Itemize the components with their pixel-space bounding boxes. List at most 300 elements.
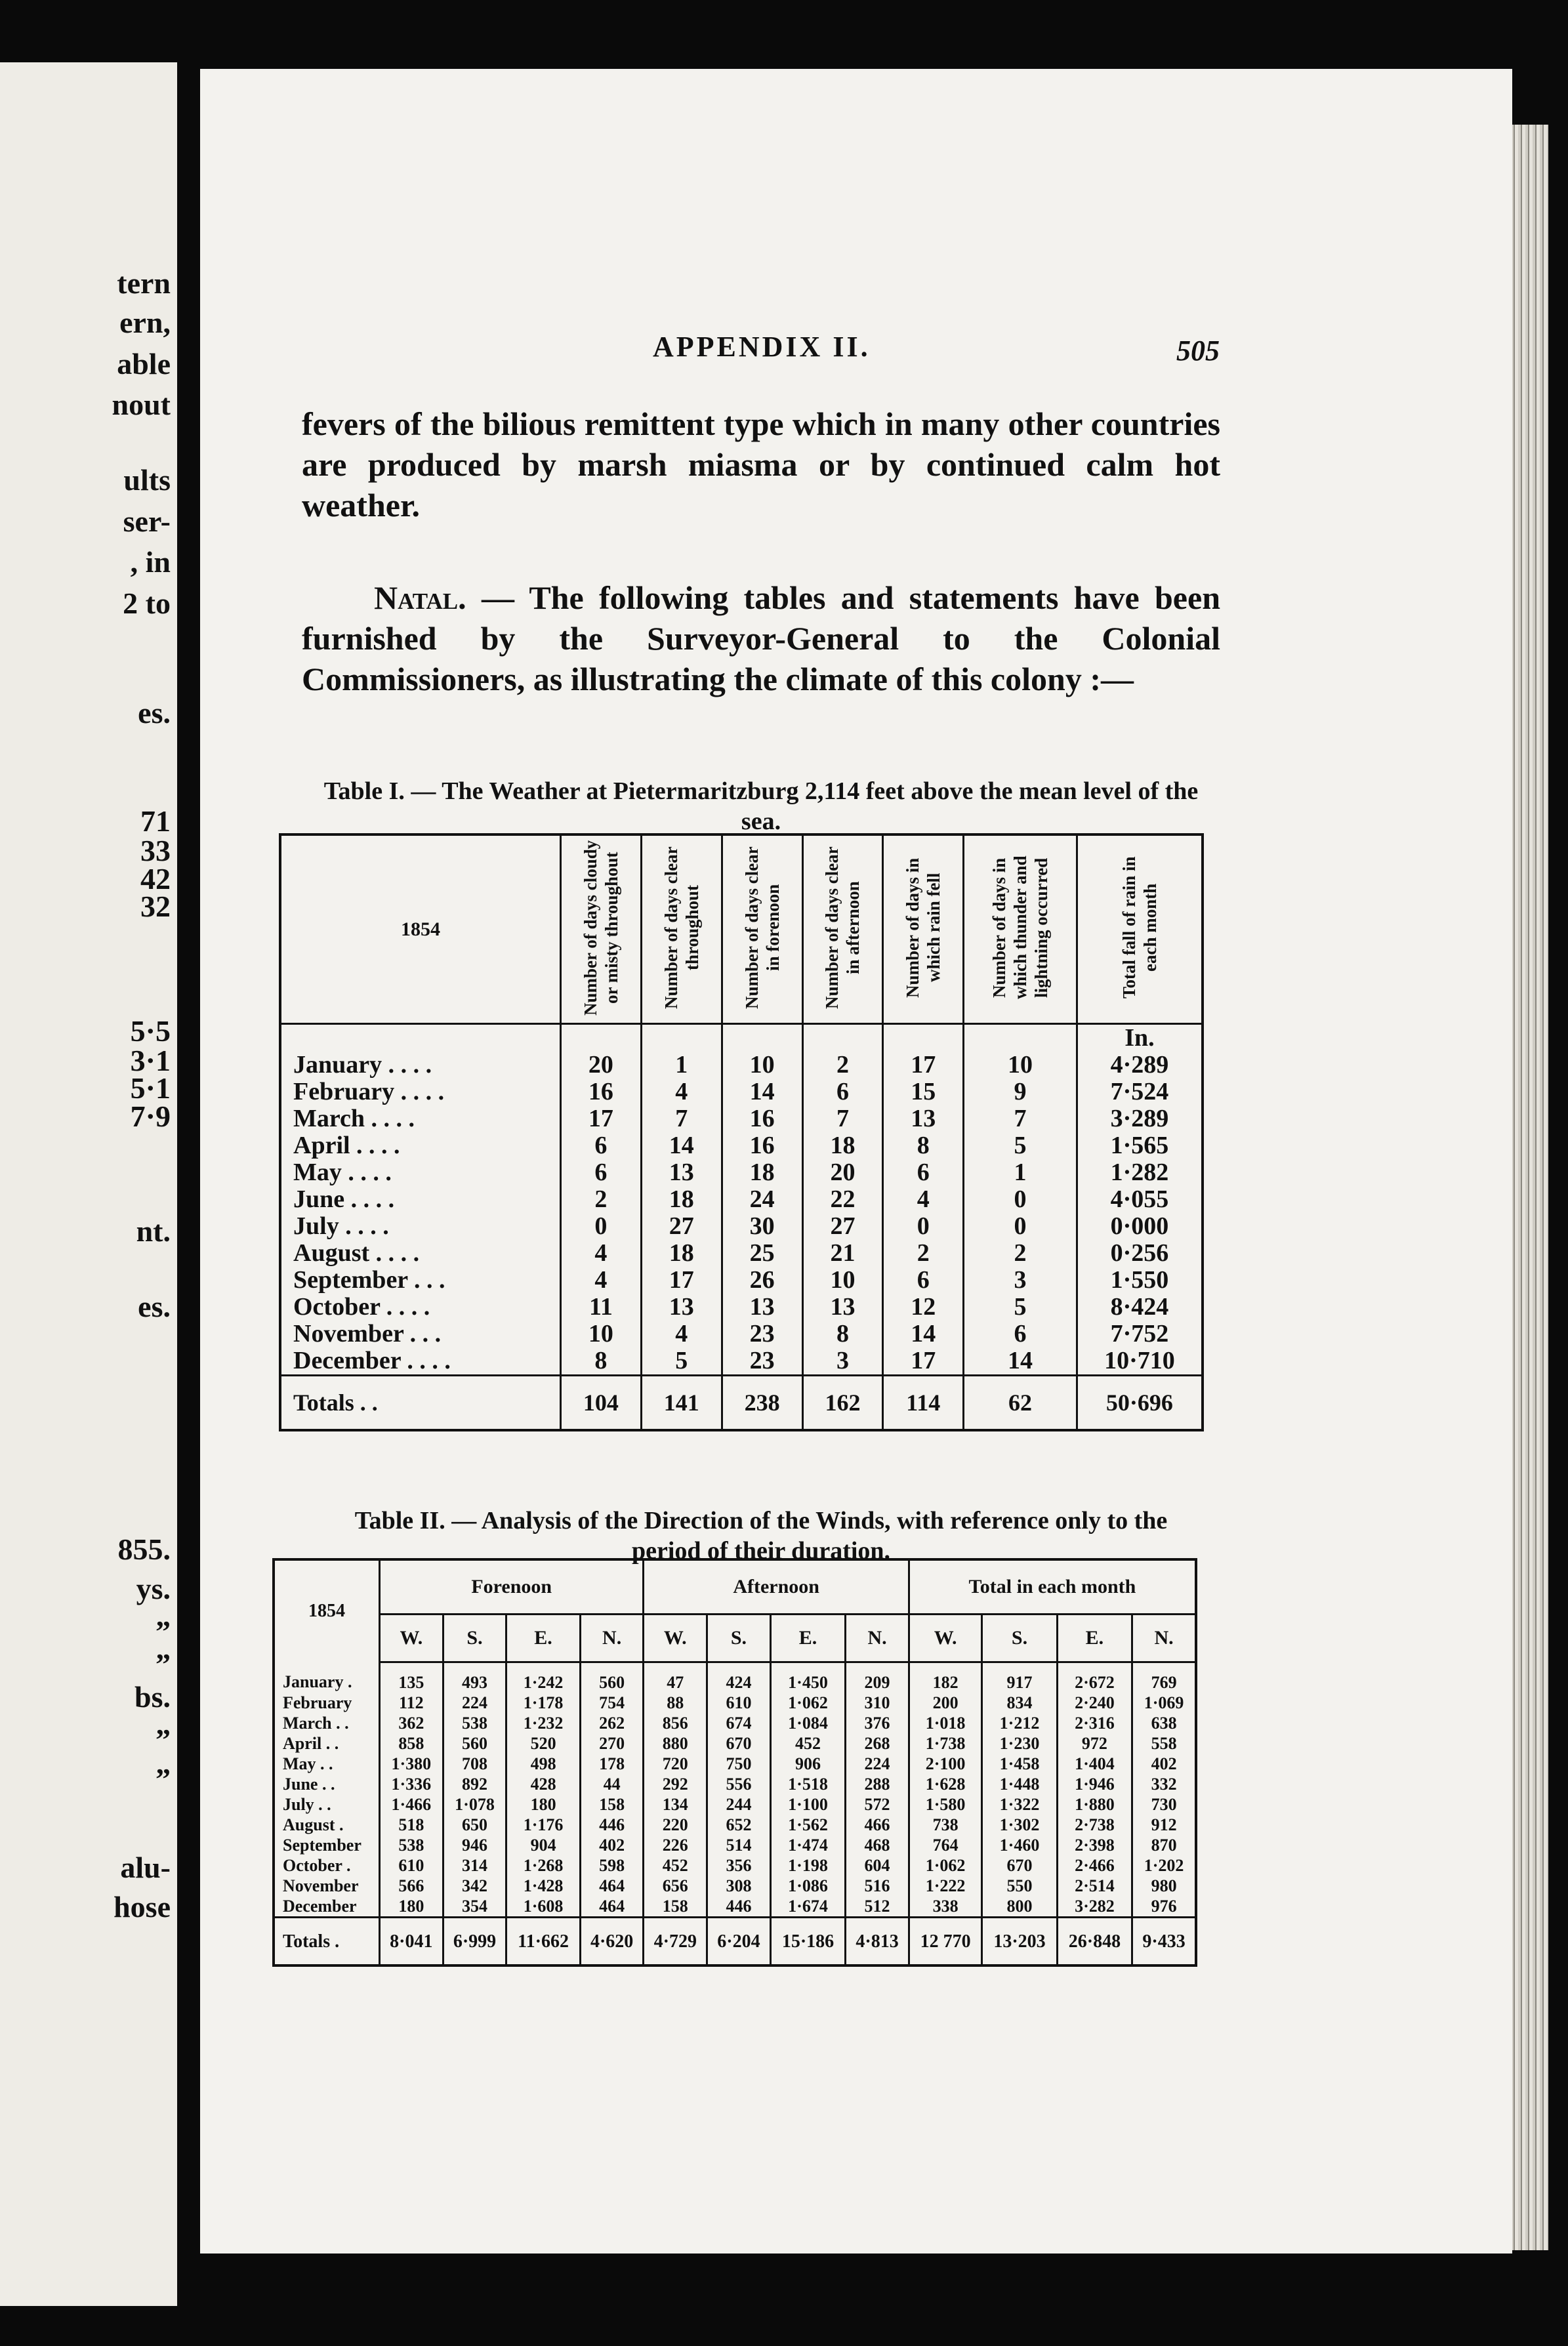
table1-cell: 6	[561, 1159, 642, 1186]
table2-cell: 270	[580, 1733, 644, 1754]
table1-cell: 13	[722, 1294, 802, 1321]
table2-direction-header: W.	[909, 1615, 981, 1662]
table2-total-cell: 4·729	[644, 1918, 707, 1966]
table1-cell: 27	[802, 1213, 883, 1240]
table1-total-cell: 114	[883, 1376, 964, 1431]
table2-cell: 976	[1132, 1896, 1196, 1918]
table2-cell: 112	[380, 1693, 444, 1713]
table2-cell: 224	[443, 1693, 506, 1713]
table1-cell: 17	[883, 1052, 964, 1079]
table2-direction-header: W.	[380, 1615, 444, 1662]
table1-month: July . . . .	[280, 1213, 561, 1240]
table1-column-header	[561, 834, 642, 1024]
table2-cell: 1·202	[1132, 1855, 1196, 1876]
table1-month: June . . . .	[280, 1186, 561, 1213]
left-page-text: ser-	[123, 504, 171, 538]
table1-row	[280, 1132, 1203, 1159]
table1-cell: 5	[964, 1132, 1077, 1159]
table2-cell: 1·069	[1132, 1693, 1196, 1713]
table1-month: September . . .	[280, 1267, 561, 1294]
table2-row	[274, 1662, 1196, 1693]
table2-month: August .	[274, 1815, 380, 1835]
table2-year: 1854	[274, 1559, 380, 1662]
table2-cell: 738	[909, 1815, 981, 1835]
table1-cell: 13	[802, 1294, 883, 1321]
table1-cell: 10	[561, 1321, 642, 1348]
table2-cell: 1·518	[770, 1774, 845, 1794]
table2-row	[274, 1733, 1196, 1754]
table2-cell: 310	[846, 1693, 909, 1713]
table1-total-cell: 62	[964, 1376, 1077, 1431]
table1-cell: 0	[964, 1186, 1077, 1213]
table1-cell: 14	[722, 1079, 802, 1105]
table2-cell: 1·466	[380, 1794, 444, 1815]
table1-cell: 30	[722, 1213, 802, 1240]
table2-cell: 362	[380, 1713, 444, 1733]
table2-cell: 452	[770, 1733, 845, 1754]
table1-cell: 3	[802, 1348, 883, 1376]
table2-cell: 1·018	[909, 1713, 981, 1733]
table2-cell: 2·514	[1057, 1876, 1132, 1896]
table2-cell: 288	[846, 1774, 909, 1794]
table2-cell: 1·608	[506, 1896, 580, 1918]
table1-cell: 18	[641, 1240, 722, 1267]
table2-cell: 1·084	[770, 1713, 845, 1733]
table1-cell: 25	[722, 1240, 802, 1267]
table1-row	[280, 1267, 1203, 1294]
table1-month: May . . . .	[280, 1159, 561, 1186]
table2-cell: 1·880	[1057, 1794, 1132, 1815]
table2-total-cell: 4·620	[580, 1918, 644, 1966]
table1-cell: 27	[641, 1213, 722, 1240]
table1-row	[280, 1348, 1203, 1376]
table1-cell: 7	[802, 1105, 883, 1132]
table2-cell: 892	[443, 1774, 506, 1794]
table2-group-header: Afternoon	[644, 1559, 909, 1615]
table2-cell: 800	[982, 1896, 1057, 1918]
left-page-text: nout	[112, 388, 171, 421]
table2-cell: 906	[770, 1754, 845, 1774]
table2-cell: 268	[846, 1733, 909, 1754]
table2-cell: 518	[380, 1815, 444, 1835]
left-page-text: ys.	[136, 1572, 171, 1605]
weather-table	[279, 833, 1204, 1431]
table2-month: October .	[274, 1855, 380, 1876]
table1-row	[280, 1052, 1203, 1079]
table2-cell: 1·268	[506, 1855, 580, 1876]
table1-row	[280, 1159, 1203, 1186]
table1-month: November . . .	[280, 1321, 561, 1348]
table2-total-cell: 6·204	[707, 1918, 771, 1966]
table2-direction-header: E.	[770, 1615, 845, 1662]
table2-cell: 308	[707, 1876, 771, 1896]
table1-cell: 6	[883, 1159, 964, 1186]
table1-cell: 20	[561, 1052, 642, 1079]
table1-total-cell: 141	[641, 1376, 722, 1431]
table2-cell: 516	[846, 1876, 909, 1896]
table1-cell: 4·055	[1077, 1186, 1203, 1213]
table2-direction-header: W.	[644, 1615, 707, 1662]
table2-cell: 598	[580, 1855, 644, 1876]
table1-column-header	[883, 834, 964, 1024]
table1-header-text: Total fall of rain in each month	[1119, 856, 1160, 999]
table2-cell: 3·282	[1057, 1896, 1132, 1918]
table2-cell: 262	[580, 1713, 644, 1733]
table1-cell: 16	[722, 1105, 802, 1132]
table2-direction-header: S.	[982, 1615, 1057, 1662]
table2-direction-header: S.	[443, 1615, 506, 1662]
table1-cell: 6	[561, 1132, 642, 1159]
table1-blank	[964, 1024, 1077, 1052]
table1-cell: 24	[722, 1186, 802, 1213]
table1-total-cell: 104	[561, 1376, 642, 1431]
paragraph-text: fevers of the bilious remittent type which in many other countries are produced by marsh miasma or by continued calm hot weather.	[302, 405, 1220, 524]
table1-cell: 22	[802, 1186, 883, 1213]
table2-cell: 1·336	[380, 1774, 444, 1794]
table1-total-cell: 238	[722, 1376, 802, 1431]
table2-cell: 656	[644, 1876, 707, 1896]
table1-column-header	[722, 834, 802, 1024]
table2-cell: 1·242	[506, 1662, 580, 1693]
left-page-text: 71	[140, 804, 171, 838]
table1-cell: 8·424	[1077, 1294, 1203, 1321]
left-page-text: , in	[130, 545, 171, 579]
table1-cell: 7·752	[1077, 1321, 1203, 1348]
left-page-text: ”	[155, 1615, 171, 1648]
table1-cell: 14	[964, 1348, 1077, 1376]
table1-row	[280, 1105, 1203, 1132]
table2-cell: 1·302	[982, 1815, 1057, 1835]
table2-cell: 652	[707, 1815, 771, 1835]
table2-cell: 402	[1132, 1754, 1196, 1774]
table2-month: July . .	[274, 1794, 380, 1815]
left-page-text: alu-	[120, 1851, 171, 1884]
left-page-text: es.	[138, 1290, 171, 1323]
table2-cell: 244	[707, 1794, 771, 1815]
table2-total-cell: 13·203	[982, 1918, 1057, 1966]
left-page-text: 32	[140, 890, 171, 923]
table2-cell: 2·240	[1057, 1693, 1132, 1713]
table2-month: September	[274, 1835, 380, 1855]
table1-cell: 6	[883, 1267, 964, 1294]
table2-row	[274, 1693, 1196, 1713]
table1-blank	[641, 1024, 722, 1052]
table2-cell: 424	[707, 1662, 771, 1693]
table2-direction-header: N.	[1132, 1615, 1196, 1662]
table2-cell: 538	[443, 1713, 506, 1733]
paragraph-fevers	[302, 403, 1220, 525]
table2-cell: 604	[846, 1855, 909, 1876]
running-title: APPENDIX II.	[653, 331, 871, 363]
table2-cell: 1·946	[1057, 1774, 1132, 1794]
table2-cell: 1·428	[506, 1876, 580, 1896]
table2-cell: 520	[506, 1733, 580, 1754]
table2-cell: 1·198	[770, 1855, 845, 1876]
left-page-text: hose	[113, 1890, 171, 1924]
table2-cell: 670	[707, 1733, 771, 1754]
table2-cell: 638	[1132, 1713, 1196, 1733]
table2-cell: 556	[707, 1774, 771, 1794]
table1-cell: 8	[561, 1348, 642, 1376]
table2-totals-label: Totals .	[274, 1918, 380, 1966]
table2-direction-header: E.	[1057, 1615, 1132, 1662]
table1-blank	[280, 1024, 561, 1052]
table1-header-text: Number of days clear throughout	[661, 846, 702, 1009]
table1-cell: 14	[641, 1132, 722, 1159]
table2-row	[274, 1876, 1196, 1896]
table2-cell: 610	[707, 1693, 771, 1713]
table2-cell: 1·100	[770, 1794, 845, 1815]
table2-cell: 182	[909, 1662, 981, 1693]
table1-cell: 10	[802, 1267, 883, 1294]
table1-month: August . . . .	[280, 1240, 561, 1267]
natal-heading: Natal.	[374, 579, 466, 616]
table2-row	[274, 1835, 1196, 1855]
left-page-text: 7·9	[130, 1100, 171, 1133]
table1-month: April . . . .	[280, 1132, 561, 1159]
table1-cell: 1·565	[1077, 1132, 1203, 1159]
table1-total-cell: 50·696	[1077, 1376, 1203, 1431]
table2-cell: 1·404	[1057, 1754, 1132, 1774]
table2-cell: 1·176	[506, 1815, 580, 1835]
table2-cell: 2·466	[1057, 1855, 1132, 1876]
table2-cell: 2·738	[1057, 1815, 1132, 1835]
table1-cell: 20	[802, 1159, 883, 1186]
table2-cell: 1·212	[982, 1713, 1057, 1733]
table2-cell: 1·628	[909, 1774, 981, 1794]
table2-month: May . .	[274, 1754, 380, 1774]
table2-cell: 1·086	[770, 1876, 845, 1896]
table2-cell: 338	[909, 1896, 981, 1918]
table1-cell: 2	[561, 1186, 642, 1213]
table1-cell: 4·289	[1077, 1052, 1203, 1079]
table1-unit: In.	[1077, 1024, 1203, 1052]
table1-month: January . . . .	[280, 1052, 561, 1079]
table2-cell: 764	[909, 1835, 981, 1855]
table1-header-text: Number of days clear in afternoon	[822, 846, 863, 1009]
table1-cell: 7	[964, 1105, 1077, 1132]
left-page-text: ”	[155, 1762, 171, 1796]
table2-cell: 560	[443, 1733, 506, 1754]
left-page-text: ”	[155, 1723, 171, 1756]
left-page-text: ern,	[119, 306, 171, 339]
table1-cell: 0·256	[1077, 1240, 1203, 1267]
left-page-text: 3·1	[130, 1044, 171, 1077]
table1-month: March . . . .	[280, 1105, 561, 1132]
table2-cell: 904	[506, 1835, 580, 1855]
table1-cell: 16	[722, 1132, 802, 1159]
table2-cell: 464	[580, 1876, 644, 1896]
table2-cell: 180	[380, 1896, 444, 1918]
table2-cell: 498	[506, 1754, 580, 1774]
left-page-text: 855.	[117, 1533, 171, 1566]
table1-cell: 6	[802, 1079, 883, 1105]
left-page-text: 2 to	[123, 586, 171, 620]
table2-cell: 200	[909, 1693, 981, 1713]
table1-column-header	[802, 834, 883, 1024]
table2-row	[274, 1896, 1196, 1918]
table2-cell: 572	[846, 1794, 909, 1815]
left-page-text: 5·1	[130, 1071, 171, 1105]
table2-total-cell: 6·999	[443, 1918, 506, 1966]
table1-cell: 0·000	[1077, 1213, 1203, 1240]
table1-year: 1854	[280, 834, 561, 1024]
table1-cell: 23	[722, 1348, 802, 1376]
table1-cell: 8	[802, 1321, 883, 1348]
table2-cell: 560	[580, 1662, 644, 1693]
table1-cell: 14	[883, 1321, 964, 1348]
table2-cell: 514	[707, 1835, 771, 1855]
table2-cell: 769	[1132, 1662, 1196, 1693]
table1-cell: 0	[883, 1213, 964, 1240]
table2-row	[274, 1774, 1196, 1794]
table2-cell: 550	[982, 1876, 1057, 1896]
table1-cell: 4	[641, 1321, 722, 1348]
book-page	[200, 69, 1512, 2253]
table2-month: February	[274, 1693, 380, 1713]
table1-cell: 13	[641, 1159, 722, 1186]
table1-cell: 18	[802, 1132, 883, 1159]
table1-cell: 4	[641, 1079, 722, 1105]
table1-header-text: Number of days cloudy or misty throughout	[580, 840, 621, 1016]
table2-month: December	[274, 1896, 380, 1918]
table2-row	[274, 1713, 1196, 1733]
table1-cell: 17	[561, 1105, 642, 1132]
table1-column-header	[964, 834, 1077, 1024]
table2-month: June . .	[274, 1774, 380, 1794]
table2-cell: 158	[580, 1794, 644, 1815]
table1-cell: 2	[802, 1052, 883, 1079]
table1-row	[280, 1213, 1203, 1240]
table1-cell: 10	[722, 1052, 802, 1079]
table1-blank	[722, 1024, 802, 1052]
table2-direction-header: N.	[846, 1615, 909, 1662]
winds-table	[272, 1558, 1197, 1967]
table2-cell: 558	[1132, 1733, 1196, 1754]
table1-cell: 7	[641, 1105, 722, 1132]
table1-cell: 21	[802, 1240, 883, 1267]
table2-cell: 452	[644, 1855, 707, 1876]
table2-cell: 314	[443, 1855, 506, 1876]
table2-cell: 356	[707, 1855, 771, 1876]
table1-total-cell: 162	[802, 1376, 883, 1431]
table1-cell: 6	[964, 1321, 1077, 1348]
table2-cell: 750	[707, 1754, 771, 1774]
table1-row	[280, 1079, 1203, 1105]
table1-blank	[883, 1024, 964, 1052]
table1-cell: 4	[561, 1267, 642, 1294]
table1-cell: 1	[964, 1159, 1077, 1186]
table1-cell: 18	[641, 1186, 722, 1213]
table2-cell: 402	[580, 1835, 644, 1855]
table2-month: January .	[274, 1662, 380, 1693]
table2-total-cell: 11·662	[506, 1918, 580, 1966]
table2-cell: 946	[443, 1835, 506, 1855]
table2-cell: 1·580	[909, 1794, 981, 1815]
table1-cell: 0	[561, 1213, 642, 1240]
table1-cell: 16	[561, 1079, 642, 1105]
table1-cell: 3	[964, 1267, 1077, 1294]
table2-cell: 834	[982, 1693, 1057, 1713]
left-page-text: 33	[140, 834, 171, 867]
page-number: 505	[1176, 335, 1220, 367]
left-page-text: tern	[117, 266, 171, 300]
table1-cell: 2	[964, 1240, 1077, 1267]
table1-unit-row	[280, 1024, 1203, 1052]
table2-cell: 1·062	[770, 1693, 845, 1713]
table1-cell: 9	[964, 1079, 1077, 1105]
table2-cell: 674	[707, 1713, 771, 1733]
table2-cell: 912	[1132, 1815, 1196, 1835]
table1-cell: 15	[883, 1079, 964, 1105]
table2-cell: 1·450	[770, 1662, 845, 1693]
table1-month: October . . . .	[280, 1294, 561, 1321]
table1-cell: 12	[883, 1294, 964, 1321]
table2-cell: 1·062	[909, 1855, 981, 1876]
table2-direction-header: S.	[707, 1615, 771, 1662]
table2-caption: Table II. — Analysis of the Direction of the Winds, with reference only to the period of their duration.	[354, 1507, 1168, 1565]
table1-cell: 1·282	[1077, 1159, 1203, 1186]
table1-blank	[802, 1024, 883, 1052]
table2-group-header: Total in each month	[909, 1559, 1196, 1615]
table2-total-cell: 26·848	[1057, 1918, 1132, 1966]
table2-total-cell: 8·041	[380, 1918, 444, 1966]
table2-total-cell: 12 770	[909, 1918, 981, 1966]
table2-cell: 754	[580, 1693, 644, 1713]
table1-month: February . . . .	[280, 1079, 561, 1105]
table1-header-text: Number of days in which rain fell	[903, 857, 944, 998]
table1-cell: 17	[883, 1348, 964, 1376]
table2-cell: 2·316	[1057, 1713, 1132, 1733]
table1-caption: Table I. — The Weather at Pietermaritzburg 2,114 feet above the mean level of the sea.	[323, 777, 1199, 835]
table2-cell: 730	[1132, 1794, 1196, 1815]
table1-cell: 4	[883, 1186, 964, 1213]
table2-row	[274, 1855, 1196, 1876]
table1-cell: 13	[883, 1105, 964, 1132]
table2-cell: 972	[1057, 1733, 1132, 1754]
table1-cell: 5	[641, 1348, 722, 1376]
table2-cell: 178	[580, 1754, 644, 1774]
table2-cell: 1·230	[982, 1733, 1057, 1754]
table2-cell: 1·078	[443, 1794, 506, 1815]
table2-cell: 1·474	[770, 1835, 845, 1855]
table1-cell: 23	[722, 1321, 802, 1348]
table2-cell: 917	[982, 1662, 1057, 1693]
table1-row	[280, 1321, 1203, 1348]
table2-cell: 1·222	[909, 1876, 981, 1896]
table1-cell: 17	[641, 1267, 722, 1294]
table2-cell: 1·674	[770, 1896, 845, 1918]
left-page-text: bs.	[134, 1680, 171, 1714]
table2-cell: 1·178	[506, 1693, 580, 1713]
paragraph-text: — The following tables and statements have been furnished by the Surveyor-General to the Colonial Commissioners, as illustrating the climate of this colony :—	[302, 579, 1220, 697]
table2-cell: 220	[644, 1815, 707, 1835]
table2-cell: 720	[644, 1754, 707, 1774]
table2-month: April . .	[274, 1733, 380, 1754]
table2-direction-header: E.	[506, 1615, 580, 1662]
table2-cell: 354	[443, 1896, 506, 1918]
left-page-text: es.	[138, 696, 171, 730]
table2-cell: 1·562	[770, 1815, 845, 1835]
table2-cell: 135	[380, 1662, 444, 1693]
table2-cell: 1·380	[380, 1754, 444, 1774]
table2-cell: 538	[380, 1835, 444, 1855]
table2-cell: 1·322	[982, 1794, 1057, 1815]
table2-group-header: Forenoon	[380, 1559, 644, 1615]
table2-cell: 512	[846, 1896, 909, 1918]
table1-cell: 26	[722, 1267, 802, 1294]
table2-cell: 708	[443, 1754, 506, 1774]
